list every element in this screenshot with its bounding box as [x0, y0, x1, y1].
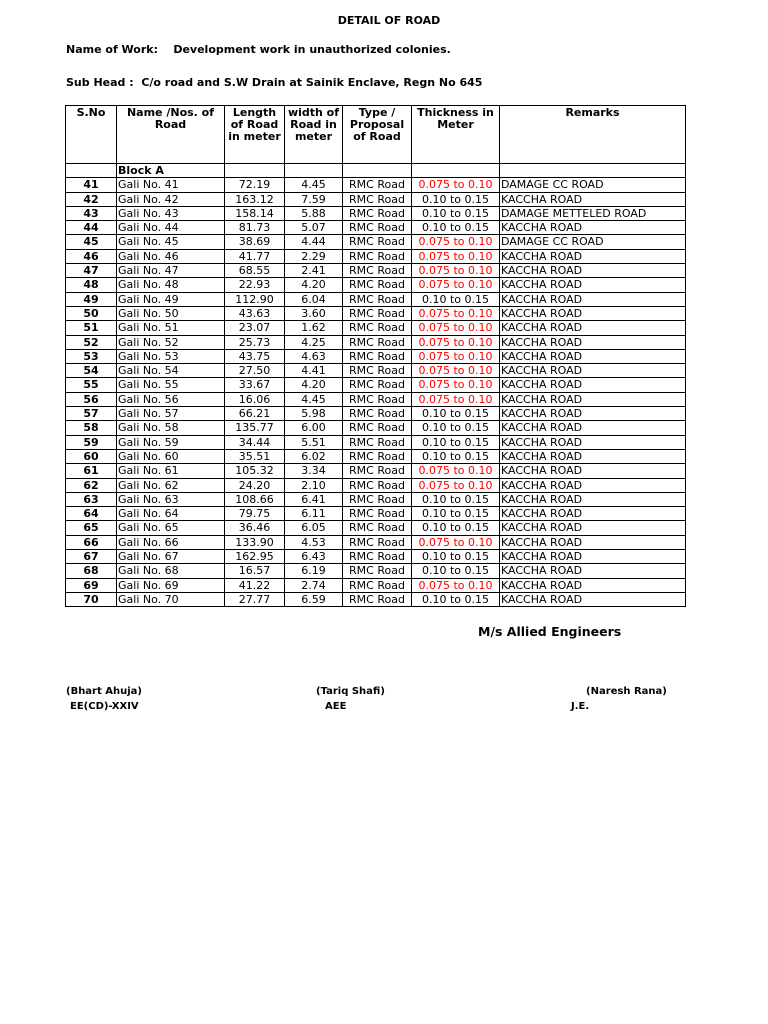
table-row: [66, 478, 686, 492]
signatory-1-name: (Bhart Ahuja): [66, 686, 142, 697]
document-title: DETAIL OF ROAD: [337, 14, 441, 27]
row-sno: 65: [66, 521, 117, 535]
row-type: RMC Road: [343, 578, 412, 592]
row-width: 5.07: [285, 221, 343, 235]
table-row: [66, 550, 686, 564]
table-row: [66, 349, 686, 363]
signatory-1-designation: EE(CD)-XXIV: [70, 701, 139, 712]
table-row: [66, 206, 686, 220]
table-row: [66, 521, 686, 535]
row-length: 35.51: [225, 449, 285, 463]
row-road-name: Gali No. 54: [117, 364, 225, 378]
row-road-name: Gali No. 41: [117, 178, 225, 192]
row-width: 4.25: [285, 335, 343, 349]
row-type: RMC Road: [343, 178, 412, 192]
row-type: RMC Road: [343, 335, 412, 349]
row-sno: 58: [66, 421, 117, 435]
row-thickness: 0.10 to 0.15: [412, 421, 500, 435]
row-sno: 62: [66, 478, 117, 492]
row-width: 2.41: [285, 264, 343, 278]
header-thickness: Thickness in Meter: [412, 106, 500, 164]
row-sno: 64: [66, 507, 117, 521]
name-of-work-label: Name of Work:: [66, 43, 158, 56]
row-width: 6.05: [285, 521, 343, 535]
signatory-3-designation: J.E.: [571, 701, 590, 712]
row-road-name: Gali No. 42: [117, 192, 225, 206]
row-sno: 55: [66, 378, 117, 392]
row-remarks: KACCHA ROAD: [500, 306, 686, 320]
header-type: Type / Proposal of Road: [343, 106, 412, 164]
row-thickness: 0.10 to 0.15: [412, 550, 500, 564]
row-sno: 52: [66, 335, 117, 349]
row-width: 6.43: [285, 550, 343, 564]
row-type: RMC Road: [343, 521, 412, 535]
row-width: 6.00: [285, 421, 343, 435]
row-width: 4.45: [285, 178, 343, 192]
row-road-name: Gali No. 44: [117, 221, 225, 235]
row-thickness: 0.075 to 0.10: [412, 335, 500, 349]
row-thickness: 0.075 to 0.10: [412, 464, 500, 478]
table-row: [66, 492, 686, 506]
table-row: [66, 264, 686, 278]
row-remarks: KACCHA ROAD: [500, 550, 686, 564]
row-thickness: 0.075 to 0.10: [412, 478, 500, 492]
header-sno: S.No: [66, 106, 117, 164]
row-width: 3.34: [285, 464, 343, 478]
row-remarks: KACCHA ROAD: [500, 249, 686, 263]
row-remarks: KACCHA ROAD: [500, 507, 686, 521]
row-type: RMC Road: [343, 235, 412, 249]
row-sno: 50: [66, 306, 117, 320]
table-row: [66, 221, 686, 235]
row-remarks: KACCHA ROAD: [500, 378, 686, 392]
row-width: 1.62: [285, 321, 343, 335]
row-thickness: 0.10 to 0.15: [412, 292, 500, 306]
row-type: RMC Road: [343, 249, 412, 263]
row-thickness: 0.10 to 0.15: [412, 206, 500, 220]
row-remarks: KACCHA ROAD: [500, 192, 686, 206]
table-row: [66, 249, 686, 263]
row-road-name: Gali No. 59: [117, 435, 225, 449]
row-type: RMC Road: [343, 278, 412, 292]
block-label: Block A: [117, 164, 225, 178]
row-length: 33.67: [225, 378, 285, 392]
row-remarks: DAMAGE CC ROAD: [500, 178, 686, 192]
row-road-name: Gali No. 65: [117, 521, 225, 535]
header-width: width of Road in meter: [285, 106, 343, 164]
row-length: 66.21: [225, 407, 285, 421]
row-type: RMC Road: [343, 321, 412, 335]
row-sno: 63: [66, 492, 117, 506]
row-width: 3.60: [285, 306, 343, 320]
row-length: 72.19: [225, 178, 285, 192]
table-row: [66, 449, 686, 463]
row-width: 4.20: [285, 278, 343, 292]
row-road-name: Gali No. 53: [117, 349, 225, 363]
row-thickness: 0.075 to 0.10: [412, 378, 500, 392]
row-length: 34.44: [225, 435, 285, 449]
table-row: [66, 507, 686, 521]
row-sno: 66: [66, 535, 117, 549]
row-length: 135.77: [225, 421, 285, 435]
row-width: 6.41: [285, 492, 343, 506]
row-width: 4.44: [285, 235, 343, 249]
row-width: 6.11: [285, 507, 343, 521]
row-road-name: Gali No. 70: [117, 592, 225, 606]
row-road-name: Gali No. 57: [117, 407, 225, 421]
table-row: [66, 564, 686, 578]
row-remarks: DAMAGE CC ROAD: [500, 235, 686, 249]
row-remarks: KACCHA ROAD: [500, 221, 686, 235]
sub-head-line: [66, 76, 482, 89]
row-remarks: KACCHA ROAD: [500, 349, 686, 363]
row-road-name: Gali No. 62: [117, 478, 225, 492]
row-remarks: KACCHA ROAD: [500, 521, 686, 535]
row-remarks: KACCHA ROAD: [500, 578, 686, 592]
row-thickness: 0.10 to 0.15: [412, 449, 500, 463]
row-road-name: Gali No. 45: [117, 235, 225, 249]
name-of-work-line: [66, 43, 451, 56]
row-length: 16.57: [225, 564, 285, 578]
row-length: 41.22: [225, 578, 285, 592]
firm-name: M/s Allied Engineers: [478, 624, 622, 639]
row-thickness: 0.10 to 0.15: [412, 192, 500, 206]
row-sno: 56: [66, 392, 117, 406]
row-thickness: 0.075 to 0.10: [412, 364, 500, 378]
row-width: 7.59: [285, 192, 343, 206]
signatory-2-name: (Tariq Shafi): [316, 686, 385, 697]
row-type: RMC Road: [343, 421, 412, 435]
block-row: [66, 164, 686, 178]
row-width: 2.29: [285, 249, 343, 263]
row-width: 4.53: [285, 535, 343, 549]
table-row: [66, 321, 686, 335]
row-thickness: 0.075 to 0.10: [412, 249, 500, 263]
row-type: RMC Road: [343, 492, 412, 506]
row-thickness: 0.10 to 0.15: [412, 564, 500, 578]
row-sno: 49: [66, 292, 117, 306]
table-body: [66, 164, 686, 607]
row-road-name: Gali No. 47: [117, 264, 225, 278]
row-remarks: KACCHA ROAD: [500, 421, 686, 435]
row-length: 43.63: [225, 306, 285, 320]
row-type: RMC Road: [343, 507, 412, 521]
row-road-name: Gali No. 67: [117, 550, 225, 564]
row-thickness: 0.10 to 0.15: [412, 407, 500, 421]
row-road-name: Gali No. 66: [117, 535, 225, 549]
row-length: 27.50: [225, 364, 285, 378]
table-row: [66, 192, 686, 206]
row-width: 6.59: [285, 592, 343, 606]
row-road-name: Gali No. 46: [117, 249, 225, 263]
row-length: 27.77: [225, 592, 285, 606]
row-road-name: Gali No. 60: [117, 449, 225, 463]
row-width: 6.04: [285, 292, 343, 306]
row-length: 79.75: [225, 507, 285, 521]
row-length: 38.69: [225, 235, 285, 249]
table-row: [66, 392, 686, 406]
row-width: 4.63: [285, 349, 343, 363]
row-sno: 45: [66, 235, 117, 249]
row-width: 2.10: [285, 478, 343, 492]
row-thickness: 0.10 to 0.15: [412, 435, 500, 449]
row-length: 22.93: [225, 278, 285, 292]
row-length: 43.75: [225, 349, 285, 363]
row-sno: 43: [66, 206, 117, 220]
row-remarks: KACCHA ROAD: [500, 492, 686, 506]
row-sno: 53: [66, 349, 117, 363]
table-row: [66, 178, 686, 192]
row-sno: 47: [66, 264, 117, 278]
row-thickness: 0.075 to 0.10: [412, 278, 500, 292]
row-length: 16.06: [225, 392, 285, 406]
row-sno: 48: [66, 278, 117, 292]
row-sno: 67: [66, 550, 117, 564]
row-length: 23.07: [225, 321, 285, 335]
row-width: 5.88: [285, 206, 343, 220]
row-road-name: Gali No. 58: [117, 421, 225, 435]
table-row: [66, 592, 686, 606]
table-row: [66, 435, 686, 449]
row-thickness: 0.075 to 0.10: [412, 349, 500, 363]
row-road-name: Gali No. 64: [117, 507, 225, 521]
row-type: RMC Road: [343, 407, 412, 421]
row-remarks: KACCHA ROAD: [500, 464, 686, 478]
row-type: RMC Road: [343, 449, 412, 463]
row-width: 4.41: [285, 364, 343, 378]
row-type: RMC Road: [343, 192, 412, 206]
row-thickness: 0.075 to 0.10: [412, 235, 500, 249]
row-road-name: Gali No. 43: [117, 206, 225, 220]
row-type: RMC Road: [343, 306, 412, 320]
row-road-name: Gali No. 52: [117, 335, 225, 349]
row-type: RMC Road: [343, 292, 412, 306]
row-sno: 51: [66, 321, 117, 335]
row-sno: 41: [66, 178, 117, 192]
row-type: RMC Road: [343, 206, 412, 220]
row-remarks: KACCHA ROAD: [500, 392, 686, 406]
row-width: 6.19: [285, 564, 343, 578]
row-thickness: 0.075 to 0.10: [412, 264, 500, 278]
signatory-2-designation: AEE: [325, 701, 347, 712]
row-length: 158.14: [225, 206, 285, 220]
row-remarks: KACCHA ROAD: [500, 407, 686, 421]
table-row: [66, 292, 686, 306]
table-row: [66, 407, 686, 421]
row-length: 108.66: [225, 492, 285, 506]
row-width: 4.20: [285, 378, 343, 392]
row-type: RMC Road: [343, 592, 412, 606]
header-remarks: Remarks: [500, 106, 686, 164]
table-row: [66, 235, 686, 249]
row-type: RMC Road: [343, 464, 412, 478]
row-road-name: Gali No. 50: [117, 306, 225, 320]
row-length: 133.90: [225, 535, 285, 549]
row-remarks: KACCHA ROAD: [500, 564, 686, 578]
row-remarks: KACCHA ROAD: [500, 592, 686, 606]
table-row: [66, 535, 686, 549]
row-width: 6.02: [285, 449, 343, 463]
road-detail-table: [65, 105, 686, 607]
row-remarks: KACCHA ROAD: [500, 335, 686, 349]
row-remarks: KACCHA ROAD: [500, 292, 686, 306]
row-width: 2.74: [285, 578, 343, 592]
row-thickness: 0.10 to 0.15: [412, 521, 500, 535]
row-length: 24.20: [225, 478, 285, 492]
row-thickness: 0.10 to 0.15: [412, 221, 500, 235]
row-remarks: DAMAGE METTELED ROAD: [500, 206, 686, 220]
row-length: 105.32: [225, 464, 285, 478]
row-sno: 54: [66, 364, 117, 378]
row-sno: 59: [66, 435, 117, 449]
header-name: Name /Nos. of Road: [117, 106, 225, 164]
row-type: RMC Road: [343, 392, 412, 406]
row-road-name: Gali No. 49: [117, 292, 225, 306]
sub-head-label: Sub Head :: [66, 76, 134, 89]
row-road-name: Gali No. 55: [117, 378, 225, 392]
header-length: Length of Road in meter: [225, 106, 285, 164]
row-thickness: 0.075 to 0.10: [412, 178, 500, 192]
row-width: 5.98: [285, 407, 343, 421]
row-type: RMC Road: [343, 349, 412, 363]
row-sno: 46: [66, 249, 117, 263]
row-remarks: KACCHA ROAD: [500, 435, 686, 449]
row-length: 81.73: [225, 221, 285, 235]
table-row: [66, 378, 686, 392]
row-remarks: KACCHA ROAD: [500, 278, 686, 292]
row-sno: 70: [66, 592, 117, 606]
row-remarks: KACCHA ROAD: [500, 535, 686, 549]
table-row: [66, 421, 686, 435]
row-type: RMC Road: [343, 550, 412, 564]
table-row: [66, 364, 686, 378]
row-thickness: 0.075 to 0.10: [412, 321, 500, 335]
row-road-name: Gali No. 51: [117, 321, 225, 335]
row-road-name: Gali No. 61: [117, 464, 225, 478]
row-length: 163.12: [225, 192, 285, 206]
row-type: RMC Road: [343, 478, 412, 492]
row-length: 112.90: [225, 292, 285, 306]
row-sno: 61: [66, 464, 117, 478]
row-road-name: Gali No. 63: [117, 492, 225, 506]
table-row: [66, 278, 686, 292]
row-length: 41.77: [225, 249, 285, 263]
row-remarks: KACCHA ROAD: [500, 321, 686, 335]
table-header-row: [66, 106, 686, 164]
row-remarks: KACCHA ROAD: [500, 478, 686, 492]
row-remarks: KACCHA ROAD: [500, 449, 686, 463]
table-row: [66, 464, 686, 478]
row-sno: 69: [66, 578, 117, 592]
row-road-name: Gali No. 56: [117, 392, 225, 406]
table-row: [66, 578, 686, 592]
row-thickness: 0.10 to 0.15: [412, 507, 500, 521]
signatory-3-name: (Naresh Rana): [586, 686, 667, 697]
row-remarks: KACCHA ROAD: [500, 364, 686, 378]
row-thickness: 0.075 to 0.10: [412, 578, 500, 592]
table-row: [66, 335, 686, 349]
row-remarks: KACCHA ROAD: [500, 264, 686, 278]
row-road-name: Gali No. 68: [117, 564, 225, 578]
row-sno: 44: [66, 221, 117, 235]
row-type: RMC Road: [343, 535, 412, 549]
row-thickness: 0.10 to 0.15: [412, 492, 500, 506]
sub-head-value: C/o road and S.W Drain at Sainik Enclave, Regn No 645: [141, 76, 483, 89]
row-road-name: Gali No. 48: [117, 278, 225, 292]
row-type: RMC Road: [343, 364, 412, 378]
row-sno: 60: [66, 449, 117, 463]
name-of-work-value: Development work in unauthorized colonies.: [173, 43, 451, 56]
row-sno: 57: [66, 407, 117, 421]
row-width: 4.45: [285, 392, 343, 406]
row-type: RMC Road: [343, 378, 412, 392]
row-type: RMC Road: [343, 435, 412, 449]
row-road-name: Gali No. 69: [117, 578, 225, 592]
row-width: 5.51: [285, 435, 343, 449]
row-length: 68.55: [225, 264, 285, 278]
row-thickness: 0.075 to 0.10: [412, 306, 500, 320]
row-type: RMC Road: [343, 564, 412, 578]
row-thickness: 0.075 to 0.10: [412, 535, 500, 549]
row-length: 36.46: [225, 521, 285, 535]
table-row: [66, 306, 686, 320]
row-type: RMC Road: [343, 264, 412, 278]
row-type: RMC Road: [343, 221, 412, 235]
row-sno: 42: [66, 192, 117, 206]
row-thickness: 0.10 to 0.15: [412, 592, 500, 606]
row-length: 25.73: [225, 335, 285, 349]
row-sno: 68: [66, 564, 117, 578]
row-length: 162.95: [225, 550, 285, 564]
row-thickness: 0.075 to 0.10: [412, 392, 500, 406]
